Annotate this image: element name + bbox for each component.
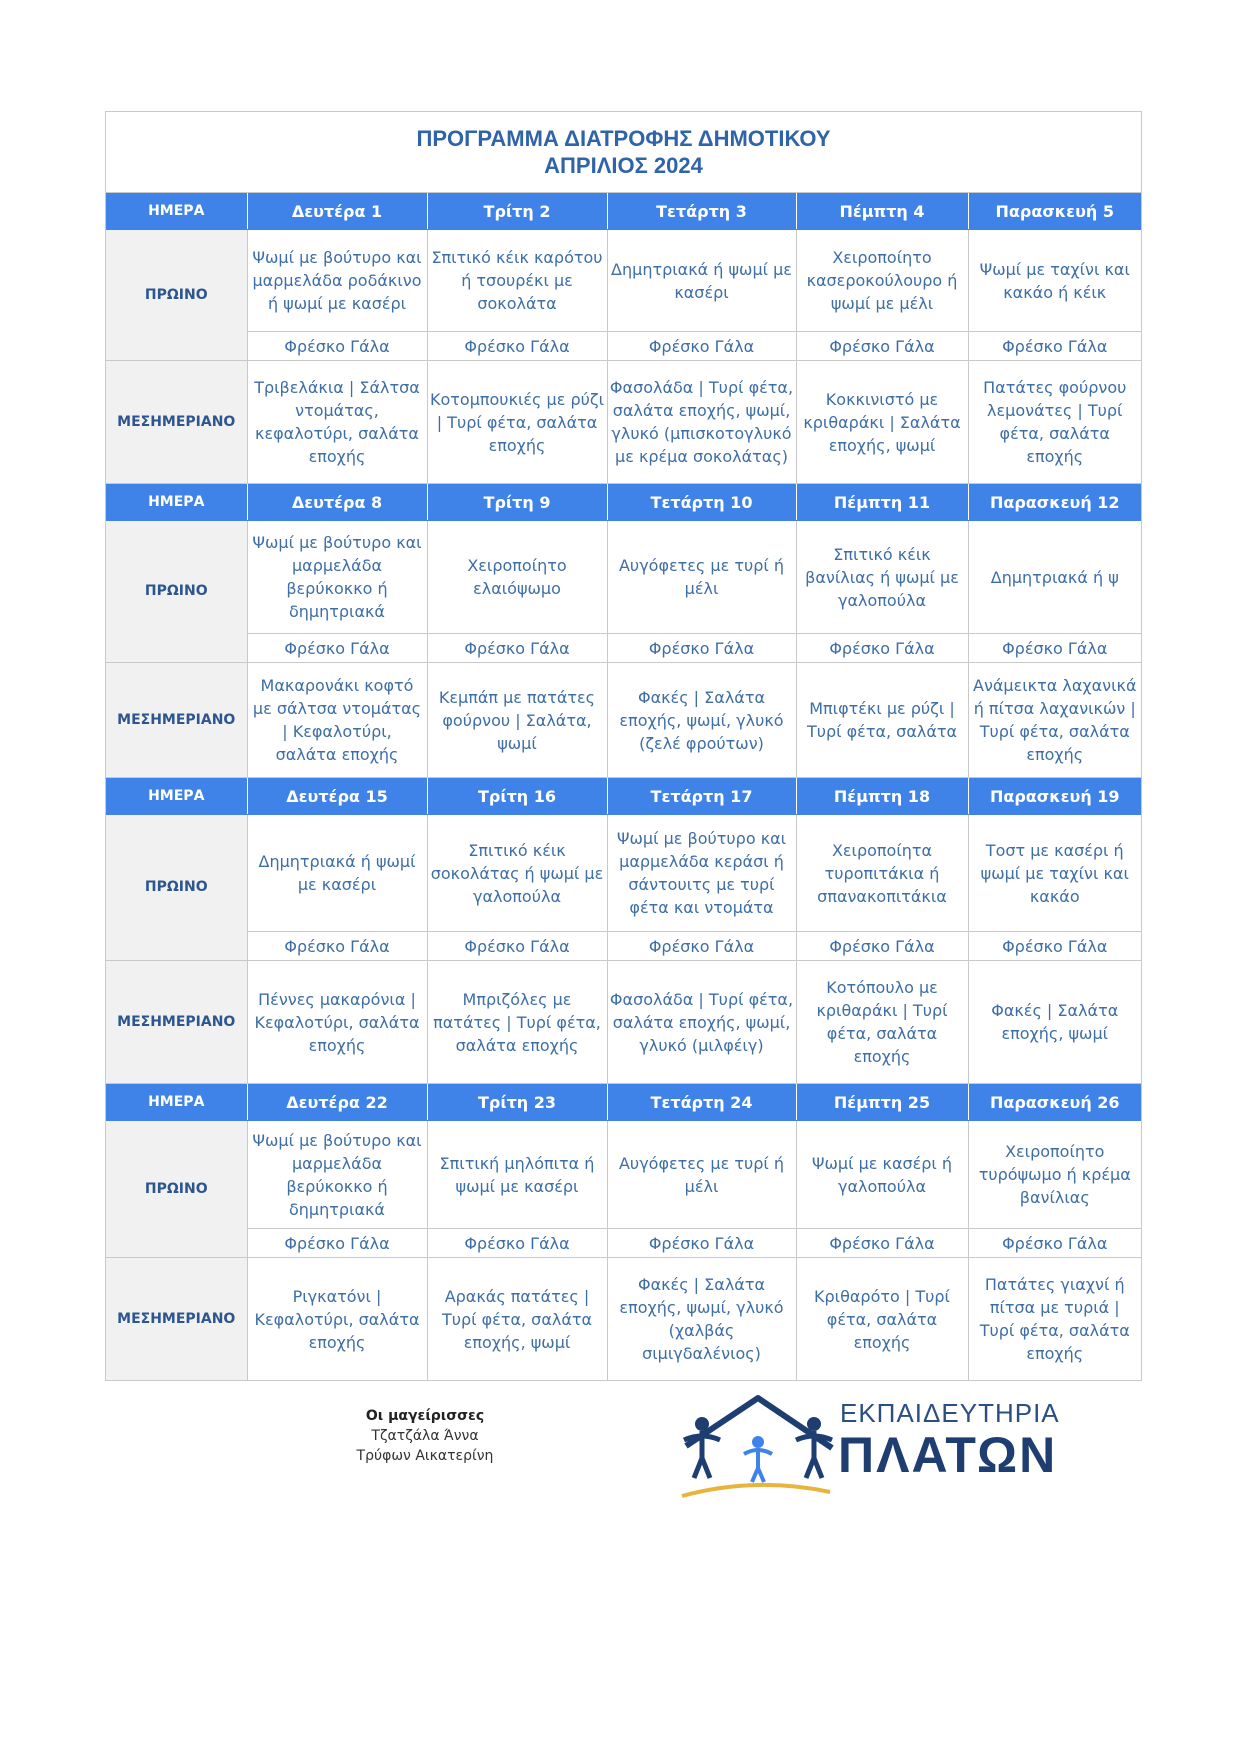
milk-cell: Φρέσκο Γάλα xyxy=(427,1229,607,1258)
day-header: Πέμπτη 18 xyxy=(796,778,968,815)
day-header: Τετάρτη 24 xyxy=(607,1084,796,1121)
meal-schedule-body xyxy=(106,193,1141,1380)
breakfast-cell: Σπιτική μηλόπιτα ή ψωμί με κασέρι xyxy=(427,1121,607,1229)
breakfast-label: ΠΡΩΙΝΟ xyxy=(106,230,247,361)
day-header: Παρασκευή 26 xyxy=(968,1084,1141,1121)
day-header: Δευτέρα 22 xyxy=(247,1084,427,1121)
milk-cell: Φρέσκο Γάλα xyxy=(247,932,427,961)
week-header-row xyxy=(106,778,1141,815)
milk-cell: Φρέσκο Γάλα xyxy=(607,634,796,663)
lunch-cell: Κριθαρότο | Τυρί φέτα, σαλάτα εποχής xyxy=(796,1258,968,1381)
breakfast-cell: Τοστ με κασέρι ή ψωμί με ταχίνι και κακάο xyxy=(968,815,1141,932)
lunch-cell: Πατάτες φούρνου λεμονάτες | Τυρί φέτα, σαλάτα εποχής xyxy=(968,361,1141,484)
lunch-cell: Αρακάς πατάτες | Τυρί φέτα, σαλάτα εποχής, ψωμί xyxy=(427,1258,607,1381)
day-header: Τετάρτη 17 xyxy=(607,778,796,815)
breakfast-cell: Ψωμί με βούτυρο και μαρμελάδα βερύκοκκο ή δημητριακά xyxy=(247,1121,427,1229)
milk-cell: Φρέσκο Γάλα xyxy=(247,1229,427,1258)
milk-cell: Φρέσκο Γάλα xyxy=(968,634,1141,663)
milk-cell: Φρέσκο Γάλα xyxy=(968,332,1141,361)
lunch-cell: Κοτομπουκιές με ρύζι | Τυρί φέτα, σαλάτα εποχής xyxy=(427,361,607,484)
breakfast-cell: Σπιτικό κέικ καρότου ή τσουρέκι με σοκολάτα xyxy=(427,230,607,332)
day-header: Δευτέρα 1 xyxy=(247,193,427,230)
day-header: Δευτέρα 8 xyxy=(247,484,427,521)
lunch-row xyxy=(106,663,1141,778)
milk-row xyxy=(106,332,1141,361)
lunch-cell: Πατάτες γιαχνί ή πίτσα με τυριά | Τυρί φέτα, σαλάτα εποχής xyxy=(968,1258,1141,1381)
lunch-row xyxy=(106,961,1141,1084)
lunch-cell: Μπιφτέκι με ρύζι | Τυρί φέτα, σαλάτα xyxy=(796,663,968,778)
breakfast-cell: Ψωμί με βούτυρο και μαρμελάδα ροδάκινο ή ψωμί με κασέρι xyxy=(247,230,427,332)
day-header: Δευτέρα 15 xyxy=(247,778,427,815)
house-family-logo-icon xyxy=(676,1388,836,1500)
milk-cell: Φρέσκο Γάλα xyxy=(247,332,427,361)
breakfast-cell: Δημητριακά ή ψ xyxy=(968,521,1141,634)
day-header: Τρίτη 2 xyxy=(427,193,607,230)
milk-cell: Φρέσκο Γάλα xyxy=(607,932,796,961)
breakfast-cell: Αυγόφετες με τυρί ή μέλι xyxy=(607,521,796,634)
school-logo xyxy=(676,1388,1066,1500)
meal-schedule-table xyxy=(106,193,1141,1380)
lunch-cell: Φακές | Σαλάτα εποχής, ψωμί, γλυκό (χαλβάς σιμιγδαλένιος) xyxy=(607,1258,796,1381)
breakfast-cell: Δημητριακά ή ψωμί με κασέρι xyxy=(247,815,427,932)
breakfast-cell: Χειροποίητο ελαιόψωμο xyxy=(427,521,607,634)
lunch-cell: Μπριζόλες με πατάτες | Τυρί φέτα, σαλάτα εποχής xyxy=(427,961,607,1084)
day-column-label: ΗΜΕΡΑ xyxy=(106,484,247,521)
breakfast-label: ΠΡΩΙΝΟ xyxy=(106,521,247,663)
milk-cell: Φρέσκο Γάλα xyxy=(796,332,968,361)
milk-cell: Φρέσκο Γάλα xyxy=(427,332,607,361)
cook-name: Τρύφων Αικατερίνη xyxy=(356,1448,494,1464)
milk-cell: Φρέσκο Γάλα xyxy=(968,932,1141,961)
day-header: Τρίτη 23 xyxy=(427,1084,607,1121)
lunch-cell: Φασολάδα | Τυρί φέτα, σαλάτα εποχής, ψωμί, γλυκό (μπισκοτογλυκό με κρέμα σοκολάτας) xyxy=(607,361,796,484)
breakfast-label: ΠΡΩΙΝΟ xyxy=(106,815,247,961)
lunch-row xyxy=(106,1258,1141,1381)
milk-cell: Φρέσκο Γάλα xyxy=(796,634,968,663)
milk-cell: Φρέσκο Γάλα xyxy=(796,932,968,961)
title-box xyxy=(106,112,1141,193)
day-column-label: ΗΜΕΡΑ xyxy=(106,1084,247,1121)
lunch-label: ΜΕΣΗΜΕΡΙΑΝΟ xyxy=(106,663,247,778)
milk-row xyxy=(106,932,1141,961)
page-subtitle: ΑΠΡΙΛΙΟΣ 2024 xyxy=(544,153,703,178)
cook-name: Τζατζάλα Άννα xyxy=(371,1428,479,1444)
milk-cell: Φρέσκο Γάλα xyxy=(247,634,427,663)
milk-row xyxy=(106,1229,1141,1258)
lunch-cell: Ριγκατόνι | Κεφαλοτύρι, σαλάτα εποχής xyxy=(247,1258,427,1381)
day-header: Παρασκευή 19 xyxy=(968,778,1141,815)
breakfast-cell: Σπιτικό κέικ σοκολάτας ή ψωμί με γαλοπούλα xyxy=(427,815,607,932)
day-column-label: ΗΜΕΡΑ xyxy=(106,193,247,230)
breakfast-row xyxy=(106,521,1141,634)
lunch-cell: Κοτόπουλο με κριθαράκι | Τυρί φέτα, σαλάτα εποχής xyxy=(796,961,968,1084)
day-header: Τρίτη 9 xyxy=(427,484,607,521)
milk-cell: Φρέσκο Γάλα xyxy=(427,932,607,961)
milk-cell: Φρέσκο Γάλα xyxy=(607,1229,796,1258)
breakfast-cell: Δημητριακά ή ψωμί με κασέρι xyxy=(607,230,796,332)
breakfast-row xyxy=(106,1121,1141,1229)
cooks-signature xyxy=(300,1406,550,1466)
day-header: Πέμπτη 11 xyxy=(796,484,968,521)
breakfast-cell: Χειροποίητα τυροπιτάκια ή σπανακοπιτάκια xyxy=(796,815,968,932)
lunch-row xyxy=(106,361,1141,484)
breakfast-cell: Ψωμί με ταχίνι και κακάο ή κέικ xyxy=(968,230,1141,332)
cooks-heading: Οι μαγείρισσες xyxy=(365,1408,485,1424)
lunch-cell: Φακές | Σαλάτα εποχής, ψωμί xyxy=(968,961,1141,1084)
week-header-row xyxy=(106,193,1141,230)
lunch-cell: Φασολάδα | Τυρί φέτα, σαλάτα εποχής, ψωμί, γλυκό (μιλφέιγ) xyxy=(607,961,796,1084)
day-header: Παρασκευή 12 xyxy=(968,484,1141,521)
milk-cell: Φρέσκο Γάλα xyxy=(427,634,607,663)
day-header: Τρίτη 16 xyxy=(427,778,607,815)
lunch-cell: Πέννες μακαρόνια | Κεφαλοτύρι, σαλάτα εποχής xyxy=(247,961,427,1084)
day-header: Πέμπτη 4 xyxy=(796,193,968,230)
lunch-cell: Ανάμεικτα λαχανικά ή πίτσα λαχανικών | Τυρί φέτα, σαλάτα εποχής xyxy=(968,663,1141,778)
week-header-row xyxy=(106,484,1141,521)
lunch-cell: Μακαρονάκι κοφτό με σάλτσα ντομάτας | Κεφαλοτύρι, σαλάτα εποχής xyxy=(247,663,427,778)
week-header-row xyxy=(106,1084,1141,1121)
lunch-cell: Κεμπάπ με πατάτες φούρνου | Σαλάτα, ψωμί xyxy=(427,663,607,778)
day-header: Τετάρτη 10 xyxy=(607,484,796,521)
breakfast-row xyxy=(106,815,1141,932)
breakfast-cell: Χειροποίητο κασεροκούλουρο ή ψωμί με μέλι xyxy=(796,230,968,332)
breakfast-cell: Αυγόφετες με τυρί ή μέλι xyxy=(607,1121,796,1229)
breakfast-cell: Σπιτικό κέικ βανίλιας ή ψωμί με γαλοπούλα xyxy=(796,521,968,634)
breakfast-cell: Χειροποίητο τυρόψωμο ή κρέμα βανίλιας xyxy=(968,1121,1141,1229)
lunch-label: ΜΕΣΗΜΕΡΙΑΝΟ xyxy=(106,1258,247,1381)
lunch-cell: Τριβελάκια | Σάλτσα ντομάτας, κεφαλοτύρι, σαλάτα εποχής xyxy=(247,361,427,484)
breakfast-cell: Ψωμί με βούτυρο και μαρμελάδα κεράσι ή σάντουιτς με τυρί φέτα και ντομάτα xyxy=(607,815,796,932)
milk-cell: Φρέσκο Γάλα xyxy=(796,1229,968,1258)
day-header: Τετάρτη 3 xyxy=(607,193,796,230)
breakfast-label: ΠΡΩΙΝΟ xyxy=(106,1121,247,1258)
logo-top-text: ΕΚΠΑΙΔΕΥΤΗΡΙΑ xyxy=(840,1398,1060,1428)
page-title: ΠΡΟΓΡΑΜΜΑ ΔΙΑΤΡΟΦΗΣ ΔΗΜΟΤΙΚΟΥ xyxy=(416,126,831,151)
day-header: Πέμπτη 25 xyxy=(796,1084,968,1121)
milk-cell: Φρέσκο Γάλα xyxy=(968,1229,1141,1258)
day-header: Παρασκευή 5 xyxy=(968,193,1141,230)
lunch-label: ΜΕΣΗΜΕΡΙΑΝΟ xyxy=(106,961,247,1084)
logo-main-text: ΠΛΑΤΩΝ xyxy=(838,1427,1058,1483)
lunch-label: ΜΕΣΗΜΕΡΙΑΝΟ xyxy=(106,361,247,484)
day-column-label: ΗΜΕΡΑ xyxy=(106,778,247,815)
lunch-cell: Φακές | Σαλάτα εποχής, ψωμί, γλυκό (ζελέ φρούτων) xyxy=(607,663,796,778)
breakfast-cell: Ψωμί με κασέρι ή γαλοπούλα xyxy=(796,1121,968,1229)
milk-cell: Φρέσκο Γάλα xyxy=(607,332,796,361)
breakfast-row xyxy=(106,230,1141,332)
breakfast-cell: Ψωμί με βούτυρο και μαρμελάδα βερύκοκκο ή δημητριακά xyxy=(247,521,427,634)
menu-sheet xyxy=(105,111,1142,1381)
lunch-cell: Κοκκινιστό με κριθαράκι | Σαλάτα εποχής, ψωμί xyxy=(796,361,968,484)
milk-row xyxy=(106,634,1141,663)
